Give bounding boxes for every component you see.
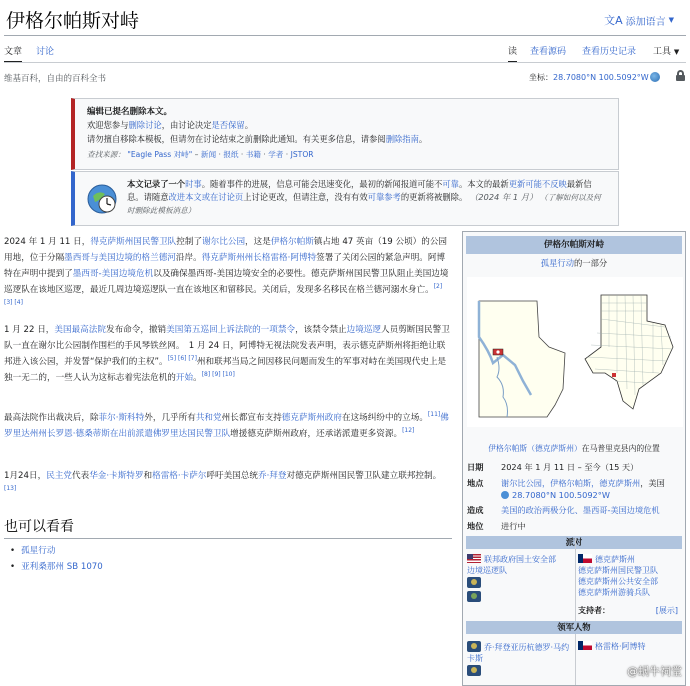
texas-guard-link[interactable]: 得克萨斯州国民警卫队 (90, 237, 177, 247)
current-event-notice (71, 171, 619, 226)
party-right-3 (578, 576, 658, 587)
header-divider (4, 35, 686, 36)
text: 在这场纠纷中的立场。 (341, 413, 428, 423)
tab-talk[interactable]: 讨论 (36, 47, 55, 57)
location-map[interactable] (467, 277, 683, 427)
infobox (462, 231, 686, 686)
text: 最新信息。请随意 (127, 179, 592, 202)
text: 本文记录了一个 (127, 179, 186, 189)
dhs-link[interactable]: 联邦政府国土安全部 (484, 555, 556, 564)
rio-grande-link[interactable]: 墨西哥与美国边境的格兰德河 (64, 253, 176, 263)
party-left-1 (467, 554, 556, 565)
deletion-discussion-link[interactable]: 删除讨论 (128, 120, 162, 130)
reference-links[interactable]: [5] [6] [7] (167, 355, 197, 363)
text: 外，几乎所有 (144, 413, 196, 423)
site-tagline: 维基百科，自由的百科全书 (4, 74, 107, 84)
remove-template-help-link[interactable]: （了解如何以及何时删除此模板消息） (127, 193, 601, 215)
current-event-link[interactable]: 时事 (185, 179, 202, 189)
texas-link[interactable]: 德克萨斯州 (599, 478, 641, 488)
deletion-notice (71, 98, 619, 170)
border-patrol-link[interactable]: 边境巡逻 (346, 325, 382, 335)
watermark: @蜗牛祠堂 (627, 665, 682, 678)
greg-abbott-link[interactable]: 得克萨斯州州长格雷格·阿博特 (201, 253, 317, 263)
text: 。 (193, 373, 202, 383)
seal-icon (467, 577, 481, 588)
republican-link[interactable]: 共和党 (195, 413, 222, 423)
text: 呼吁美国总统 (206, 471, 258, 481)
parties-header: 派对 (466, 536, 682, 549)
seal-icon (467, 665, 481, 676)
text: 最高法院作出裁决后，除 (4, 413, 99, 423)
cause-label: 造成 (467, 505, 484, 515)
see-also-heading: 也可以看看 (4, 519, 74, 535)
text: 和 (143, 471, 153, 481)
text: ，美国 (640, 478, 665, 488)
biden-mayorkas-link[interactable]: 乔·拜登亚历杭德罗·马约卡斯 (467, 643, 570, 663)
paragraph-3 (4, 410, 452, 442)
chevron-down-icon: ▼ (668, 16, 674, 24)
source-news-link[interactable]: 新闻 (200, 150, 217, 159)
keep-decision-link[interactable]: 是否保留 (211, 120, 245, 130)
texas-government-link[interactable]: 德克萨斯州政府 (281, 413, 342, 423)
supporters (578, 605, 678, 616)
supreme-court-link[interactable]: 美国最高法院 (54, 325, 106, 335)
tabs-divider (4, 62, 686, 63)
text: ，这是 (245, 237, 271, 247)
phil-scott-link[interactable]: 菲尔·斯科特 (98, 413, 145, 423)
party-right-1 (578, 554, 635, 565)
polarization-link[interactable]: 美国的政治两极分化、 (501, 505, 583, 515)
add-languages-button[interactable] (604, 12, 674, 28)
reference-links[interactable]: [2] [3] [4] (4, 283, 443, 307)
reliable-link[interactable]: 可靠 (442, 179, 459, 189)
see-also-list (10, 543, 103, 575)
show-supporters-button[interactable]: [展示] (655, 606, 678, 615)
source-query-link[interactable]: "Eagle Pass 对峙" (127, 150, 193, 159)
location-label: 地点 (467, 478, 484, 488)
infobox-title: 伊格尔帕斯对峙 (466, 236, 682, 254)
text: ，该禁令禁止 (295, 325, 347, 335)
coordinates (529, 72, 649, 83)
texas-rangers-link[interactable]: 德克萨斯州游骑兵队 (578, 588, 650, 597)
text: 。随着事件的进展，信息可能会迅速变化，最初的新闻报道可能不 (201, 179, 443, 189)
leader-left-seal (467, 665, 484, 677)
source-scholar-link[interactable]: 学者 (268, 150, 284, 159)
coordinates-link[interactable]: 28.7080°N 100.5092°W (553, 73, 649, 82)
translate-icon: 文A (604, 14, 623, 27)
party-left-seal-2 (467, 591, 484, 603)
clock-globe-icon (87, 184, 117, 214)
globe-icon[interactable] (650, 72, 660, 82)
border-crisis-link[interactable]: 墨西哥-美国边境危机 (72, 269, 154, 279)
beginning-link[interactable]: 开始 (175, 373, 194, 383)
location-value (501, 477, 681, 501)
update-link[interactable]: 更新可能不反映 (508, 179, 567, 189)
notice-date: （2024 年 1 月） (469, 192, 538, 202)
democratic-party-link[interactable]: 民主党 (46, 471, 72, 481)
text: 发布命令，撤销 (105, 325, 167, 335)
text: 。本文的最新 (458, 179, 509, 189)
cause-value (501, 504, 681, 516)
coordinates-label: 坐标： (529, 73, 553, 82)
text: 州长都宣布支持 (221, 413, 282, 423)
leader-right (578, 641, 646, 652)
text: 签署了关闭公园的紧急声明。阿博特在声明中提到了 (4, 253, 446, 279)
page-title: 伊格尔帕斯对峙 (6, 10, 140, 32)
texas-guard-link[interactable]: 德克萨斯州国民警卫队 (578, 566, 658, 575)
list-item (10, 559, 103, 575)
tools-menu[interactable] (653, 44, 679, 57)
text: 对德克萨斯州国民警卫队建立联邦控制。 (286, 471, 442, 481)
us-flag-icon (467, 554, 481, 563)
text: 。 (244, 120, 254, 130)
leaders-header: 领军人物 (466, 621, 682, 634)
deletion-notice-line2 (87, 134, 608, 145)
lock-icon[interactable] (676, 70, 685, 81)
texas-flag-icon (578, 641, 592, 650)
texas-flag-icon (578, 554, 592, 563)
section-divider (4, 538, 452, 539)
paragraph-2 (4, 322, 452, 386)
text: 人员剪断国民警卫队一直在谢尔比公园制作围栏的手风琴铁丝网。 1 月 24 日，阿博特无视法院发表声明，表示德克萨斯州将拒绝让联邦进入该公园，并发誓“保护我们的主权”。 (4, 325, 450, 367)
text: 沿岸。 (175, 253, 202, 263)
eagle-pass-link[interactable]: 伊格尔帕斯 (270, 237, 314, 247)
text: 。 (418, 134, 428, 144)
infobox-part-of (463, 257, 685, 269)
shelby-park-link[interactable]: 谢尔比公园 (202, 237, 246, 247)
reference-links[interactable]: [11] (427, 411, 441, 419)
fifth-circuit-link[interactable]: 美国第五巡回上诉法院的一项禁令 (166, 325, 296, 335)
globe-icon[interactable] (501, 491, 509, 499)
reference-links[interactable]: [12] (402, 427, 415, 435)
tab-view-source[interactable]: 查看源码 (530, 47, 567, 57)
party-left-seal-1 (467, 577, 484, 589)
desantis-link[interactable]: 佛罗里达州州长罗恩·德桑蒂斯在出前派遣佛罗里达国民警卫队 (4, 413, 449, 439)
border-crisis-link[interactable]: 墨西哥-美国边境危机 (582, 505, 660, 515)
text: 欢迎您参与 (87, 120, 129, 130)
shelby-park-link[interactable]: 谢尔比公园 (501, 478, 542, 488)
status-label: 地位 (467, 521, 484, 531)
paragraph-4 (4, 468, 452, 500)
text: 增援德克萨斯州政府，还承诺派遣更多资源。 (230, 429, 403, 439)
text: 1 月 22 日， (4, 325, 55, 335)
party-left-2 (467, 565, 507, 576)
text: 代表 (71, 471, 90, 481)
date-label: 日期 (467, 462, 484, 472)
status-value: 进行中 (501, 521, 526, 531)
greg-abbott-link[interactable]: 格雷格·阿博特 (595, 642, 646, 651)
joe-biden-link[interactable]: 乔·拜登 (257, 471, 287, 481)
seal-icon (467, 641, 481, 652)
paragraph-1 (4, 234, 452, 314)
current-event-text (127, 178, 608, 217)
reference-links[interactable]: [8] [9] [10] (201, 371, 235, 379)
reference-links[interactable]: [13] (4, 485, 17, 493)
find-sources: 查找来源： "Eagle Pass 对峙" – 新闻 · 报纸 · 书籍 · 学者 · JSTOR (87, 150, 314, 159)
map-caption (463, 443, 685, 454)
supporters-label: 支持者： (578, 606, 610, 615)
add-languages-label: 添加语言 (625, 16, 666, 28)
text: ，由讨论决定 (161, 120, 212, 130)
text: 的更新将被删除。 (400, 192, 468, 202)
tab-article[interactable]: 文章 (4, 44, 22, 63)
greg-casar-link[interactable]: 格雷格·卡萨尔 (152, 471, 207, 481)
text: 以及确保墨西哥-美国边境安全的必要性。德克萨斯州国民警卫队阻止美国边境巡逻队在该地区巡逻，最近几周边境巡逻队一直在该地区和留移民。关闭后，发现多名移民在格兰德河溺水身亡。 (4, 269, 449, 295)
tab-read[interactable]: 读 (508, 44, 517, 63)
deletion-guide-link[interactable]: 删除指南 (385, 134, 419, 144)
text: 请勿擅自移除本模板，但请勿在讨论结束之前删除此通知。有关更多信息，请参阅 (87, 134, 386, 144)
reliable-source-link[interactable]: 可靠参考 (367, 192, 401, 202)
column-divider (575, 538, 576, 685)
source-jstor-link[interactable]: JSTOR (290, 150, 314, 159)
operation-lone-star-link[interactable]: 孤星行动 (540, 258, 574, 268)
improve-article-link[interactable]: 改进本文或在讨论页 (168, 192, 244, 202)
deletion-notice-line1 (87, 120, 608, 131)
tools-label: 工具 (653, 47, 672, 57)
chevron-down-icon: ▼ (673, 48, 680, 56)
seal-icon (467, 591, 481, 602)
text: 2024 年 1 月 11 日， (4, 237, 91, 247)
map-caption-link[interactable]: 伊格尔帕斯（德克萨斯州） (488, 444, 582, 453)
eagle-pass-link[interactable]: ，伊格尔帕斯， (541, 478, 600, 488)
see-also-link[interactable]: 亚利桑那州 SB 1070 (21, 562, 103, 572)
list-item (10, 543, 103, 559)
source-books-link[interactable]: 书籍 (245, 150, 261, 159)
find-sources-label: 查找来源： (87, 150, 125, 159)
text: 在马普里克县内的位置 (581, 444, 660, 453)
texas-link[interactable]: 德克萨斯州 (595, 555, 635, 564)
party-right-4 (578, 587, 650, 598)
joaquin-castro-link[interactable]: 华金·卡斯特罗 (89, 471, 144, 481)
text: 州和联邦当局之间因移民问题而发生的军事对峙在美国现代史上是独一无二的，一些人认为这标志着宪法危机的 (4, 357, 447, 383)
border-patrol-link[interactable]: 边境巡逻队 (467, 566, 507, 575)
text: 的一部分 (574, 258, 608, 268)
deletion-notice-title: 编辑已提名删除本文。 (87, 107, 173, 117)
see-also-link[interactable]: 孤星行动 (21, 546, 56, 556)
leader-left (467, 641, 575, 664)
texas-dps-link[interactable]: 德克萨斯州公共安全部 (578, 577, 658, 586)
text: 镇占地 47 英亩（19 公顷）的公园用地，位于分隔 (4, 237, 448, 263)
text: 控制了 (176, 237, 203, 247)
location-coords-link[interactable]: 28.7080°N 100.5092°W (512, 490, 610, 500)
party-right-2 (578, 565, 658, 576)
tab-view-history[interactable]: 查看历史记录 (582, 47, 637, 57)
date-value: 2024 年 1 月 11 日 – 至今（15 天） (501, 462, 639, 472)
text: 上讨论更改，但请注意，没有有效 (243, 192, 368, 202)
text: 1月24日， (4, 471, 47, 481)
source-newspapers-link[interactable]: 报纸 (223, 150, 239, 159)
